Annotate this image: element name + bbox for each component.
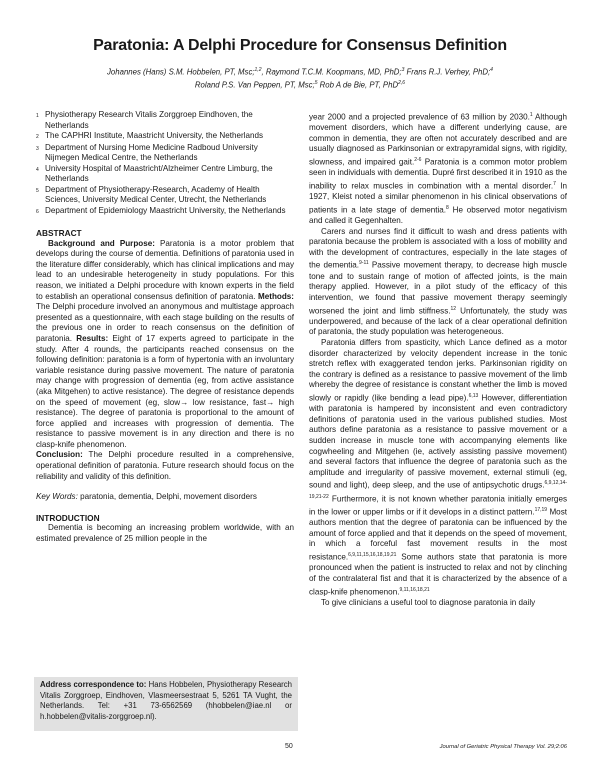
keywords-text: paratonia, dementia, Delphi, movement disorders [77, 492, 257, 502]
author-sup: 1,2 [254, 67, 262, 73]
body-paragraph: Paratonia differs from spasticity, which Lance defined as a motor disorder characterized by velocity dependent increase in the tonic stretch reflex with exaggerated tendon jerks. Parkinsonian rigidity on the contrary is defined as a resistance to passive movement of the limb whereby the degree of resistance is constant whether the limb is moved slowly or rapidly (like bending a lead pipe).$^{6,13}$ However, differentiation with paratonia is hampered by inconsistent and even contradictory definitions of paratonia used in the various published studies. Most authors define paratonia as a resistance to passive movement or a sudden increase in muscle tone with accompanying elements like cogwheeling and Mitgehen (ie, actively assisting passive movement) and several factors that influence the degree of paratonia such as the amplitude and irregularity of passive movement, external stimuli (eg, sound and light), deep sleep, and the use of antipsychotic drugs.$^{6,9,12,14-19,21-22}$ Furthermore, it is not known whether paratonia initially emerges in the lower or upper limbs or if it develops in a distinct pattern.$^{17,19}$ Most authors mention that the degree of paratonia can be influenced by the amount of force applied and that it depends on the speed of movement, in which a forceful fast movement results in the most resistance.$^{6,9,11,15,16,18,19,21}$ Some authors state that paratonia is more pronounced when the patient is instructed to relax and not by clinching of the contralateral fist and that it is characterized by the absence of a clasp-knife phenomenon.$^{9,11,16,18,21}$ [309, 338, 567, 597]
author-de-bie: Rob A de Bie, PT, PhD [317, 80, 399, 90]
correspondence-text: Hans Hobbelen, Physiotherapy Research Vitalis Zorggroep, Eindhoven, Vlasmeersestraat 5, 5261 TA Vught, the Netherlands. Tel: +31 73-6562569 (hhobbelen@iae.nl or h.hobbelen@vitalis-zorggroep.nl). [40, 680, 292, 721]
page-footer [0, 743, 600, 763]
keywords-label: Key Words: [36, 492, 78, 502]
affiliation-text: Department of Epidemiology Maastricht University, the Netherlands [45, 205, 286, 215]
introduction-heading: INTRODUCTION [36, 512, 100, 523]
paper-title: Paratonia: A Delphi Procedure for Consensus Definition [93, 37, 507, 54]
correspondence-label: Address correspondence to: [40, 680, 147, 689]
author-sup: 5 [314, 79, 318, 86]
abstract-heading: ABSTRACT [36, 228, 82, 238]
body-paragraph: To give clinicians a useful tool to diagnose paratonia in daily [321, 597, 536, 607]
author-line-2 [60, 78, 540, 91]
affiliation-text: University Hospital of Maastricht/Alzheimer Centre Limburg, the Netherlands [45, 163, 273, 183]
affiliation-number: 6 [36, 208, 39, 215]
affiliation-number: 4 [36, 166, 39, 173]
author-koopmans: , Raymond T.C.M. Koopmans, MD, PhD; [261, 67, 402, 77]
body-paragraph: Carers and nurses find it difficult to wash and dress patients with paratonia because the problem is associated with a loss of mobility and with the development of contractures, especially in the late stages of the dementia.$^{9-11}$ Passive movement therapy, to decrease high muscle tone and to sustain range of motion of affected joints, is the main therapy applied. However, in a pilot study of the efficacy of this intervention, we found that passive movement therapy seemingly worsened the joint and limb stiffness.$^{12}$ Unfortunately, the study was underpowered, and because of the lack of a clear operational definition of paratonia, the study population was heterogeneous. [309, 226, 568, 337]
affiliation-item [36, 185, 294, 206]
author-sup: 4 [490, 67, 493, 73]
affiliation-item [36, 143, 294, 164]
affiliation-item [36, 110, 294, 131]
page-number: 50 [285, 743, 293, 750]
author-sup: 3 [401, 67, 405, 73]
affiliation-number: 2 [36, 134, 39, 140]
affiliation-number: 3 [36, 145, 39, 152]
affiliation-text: The CAPHRI Institute, Maastricht University, the Netherlands [45, 131, 264, 140]
affiliation-text: Department of Nursing Home Medicine Radboud University Nijmegen Medical Centre, the Netherlands [45, 142, 258, 162]
affiliation-list [36, 110, 294, 217]
background-label: Background and Purpose: [48, 238, 155, 248]
conclusion-label: Conclusion: [36, 450, 83, 460]
affiliation-item [36, 206, 294, 218]
introduction-paragraph: Dementia is becoming an increasing problem worldwide, with an estimated prevalence of 25 million people in the [36, 523, 294, 544]
author-sup: 2,6 [398, 79, 406, 86]
methods-text: The Delphi procedure involved an anonymous and multistage approach presented as a questionnaire, with each stage building on the results of the previous one in order to reach consensus on the definition of paratonia. [36, 302, 294, 343]
affiliation-text: Department of Physiotherapy-Research, Academy of Health Sciences, University Medical Center, Utrecht, the Netherlands [45, 184, 267, 204]
methods-label: Methods: [258, 291, 294, 301]
keywords [36, 492, 294, 503]
results-text: Eight of 17 experts agreed to participate in the study. After 4 rounds, the participants reached consensus on the following definition: paratonia is a form of hypertonia with an involuntary variable resistance during passive movement. The nature of paratonia may change with progression of dementia (eg, from active assistance (aka Mitgehen) to active resistance). The degree of resistance depends on the speed of movement (eg, slow→ low resistance, fast→ high resistance). The degree of paratonia is proportional to the amount of force applied and increases with progression of dementia. The resistance to passive movement is in any direction and there is no clasp-knife phenomenon. [36, 333, 295, 449]
correspondence-box [34, 677, 298, 731]
results-label: Results: [76, 333, 109, 343]
left-column [36, 110, 294, 545]
affiliation-number: 5 [36, 187, 39, 194]
affiliation-item [36, 131, 294, 143]
author-verhey: Frans R.J. Verhey, PhD; [404, 67, 491, 77]
affiliation-text: Physiotherapy Research Vitalis Zorggroep Eindhoven, the Netherlands [45, 110, 253, 130]
author-hobbelen: Johannes (Hans) S.M. Hobbelen, PT, Msc; [107, 67, 255, 77]
right-column [309, 110, 567, 608]
author-list [60, 65, 540, 90]
affiliation-number: 1 [36, 113, 39, 119]
background-text: Paratonia is a motor problem that develops during the course of dementia. Definitions of paratonia used in the literature differ considerably, which has clinical implications and may lead to an undesirable heterogeneity in study populations. For this reason, we initiated a Delphi procedure with known experts in the field to establish an operational consensus definition of paratonia. [36, 238, 295, 301]
abstract-body [36, 239, 294, 483]
affiliation-item [36, 164, 294, 185]
author-line-1 [60, 65, 540, 78]
author-van-peppen: Roland P.S. Van Peppen, PT, Msc; [194, 80, 315, 90]
body-paragraph: year 2000 and a projected prevalence of 63 million by 2030.$^1$ Although movement disorders, which have a different underlying cause, are common in dementia, they are often not accurately described and are usually diagnosed as Parkinsonian or extrapyramidal signs, with rigidity, slowness, and impaired gait.$^{2-6}$ Paratonia is a common motor problem seen in individuals with dementia. Dupré first described it in 1910 as the inability to relax muscles in combination with a mental disorder.$^7$ In 1927, Kleist noted a similar phenomenon in his clinical observations of patients in a late stage of dementia.$^8$ He observed motor negativism and called it Gegenhalten. [309, 112, 568, 226]
conclusion-text: The Delphi procedure resulted in a comprehensive, operational definition of paratonia. Future research should focus on the reliability and validity of this definition. [36, 450, 294, 481]
journal-citation: Journal of Geriatric Physical Therapy Vol. 29;2:06 [439, 744, 567, 750]
